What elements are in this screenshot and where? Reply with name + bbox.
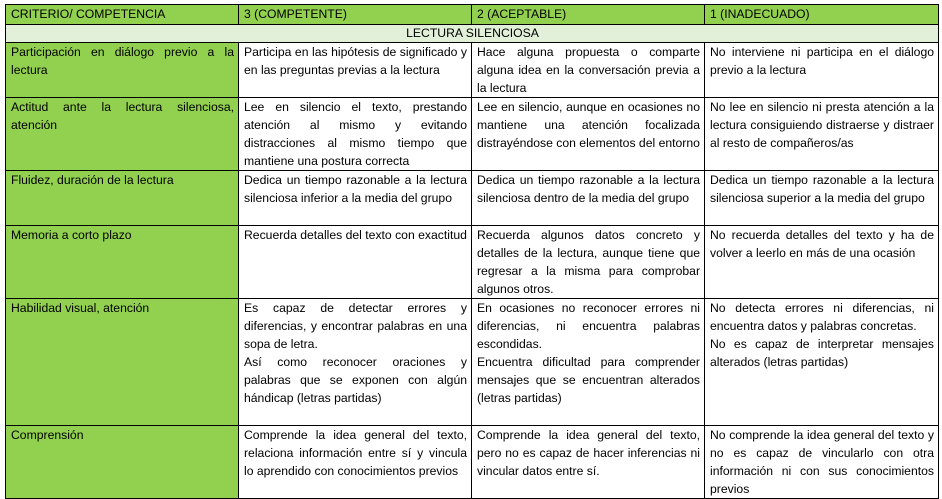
table-row — [6, 226, 939, 299]
level-1-cell: Dedica un tiempo razonable a la lectura silenciosa superior a la media del grupo — [705, 171, 939, 226]
table-row — [6, 171, 939, 226]
level-2-paragraph: Encuentra dificultad para comprender mensajes que se encuentran alterados (letras partidas) — [477, 355, 700, 405]
section-title: LECTURA SILENCIOSA — [6, 25, 939, 43]
level-3-cell: Lee en silencio el texto, prestando atención al mismo y evitando distracciones al mismo tiempo que mantiene una postura correcta — [239, 98, 472, 171]
level-1-cell: No interviene ni participa en el diálogo previo a la lectura — [705, 43, 939, 98]
level-2-cell: Lee en silencio, aunque en ocasiones no mantiene una atención focalizada distrayéndose con elementos del entorno — [472, 98, 705, 171]
table-row — [6, 98, 939, 171]
table-row — [6, 43, 939, 98]
header-level-2: 2 (ACEPTABLE) — [472, 5, 705, 25]
criterion-cell: Comprensión — [6, 426, 239, 499]
criterion-cell: Actitud ante la lectura silenciosa, atención — [6, 98, 239, 171]
level-3-cell: Dedica un tiempo razonable a la lectura silenciosa inferior a la media del grupo — [239, 171, 472, 226]
criterion-cell: Fluidez, duración de la lectura — [6, 171, 239, 226]
level-3-cell — [239, 299, 472, 426]
criterion-cell: Habilidad visual, atención — [6, 299, 239, 426]
level-2-cell: Comprende la idea general del texto, pero no es capaz de hacer inferencias ni vincular datos entre sí. — [472, 426, 705, 499]
header-level-3: 3 (COMPETENTE) — [239, 5, 472, 25]
level-1-cell: No lee en silencio ni presta atención a la lectura consiguiendo distraerse y distraer al resto de compañeros/as — [705, 98, 939, 171]
level-1-cell — [705, 299, 939, 426]
level-2-cell: Recuerda algunos datos concreto y detalles de la lectura, aunque tiene que regresar a la misma para comprobar algunos otros. — [472, 226, 705, 299]
rubric-container — [5, 4, 939, 499]
criterion-cell: Memoria a corto plazo — [6, 226, 239, 299]
level-2-paragraph: En ocasiones no reconocer errores ni diferencias, ni encuentra palabras escondidas. — [477, 301, 700, 351]
criterion-cell: Participación en diálogo previo a la lectura — [6, 43, 239, 98]
rubric-table — [5, 4, 939, 499]
level-2-cell: Hace alguna propuesta o comparte alguna idea en la conversación previa a la lectura — [472, 43, 705, 98]
level-3-cell: Recuerda detalles del texto con exactitud — [239, 226, 472, 299]
level-3-paragraph: Es capaz de detectar errores y diferencias, y encontrar palabras en una sopa de letra. — [244, 301, 467, 351]
level-3-paragraph: Así como reconocer oraciones y palabras que se exponen con algún hándicap (letras partidas) — [244, 355, 467, 405]
level-2-cell — [472, 299, 705, 426]
level-1-cell: No comprende la idea general del texto y no es capaz de vincularlo con otra información ni con sus conocimientos previos — [705, 426, 939, 499]
table-row — [6, 299, 939, 426]
section-row — [6, 25, 939, 43]
header-level-1: 1 (INADECUADO) — [705, 5, 939, 25]
level-1-cell: No recuerda detalles del texto y ha de volver a leerlo en más de una ocasión — [705, 226, 939, 299]
level-3-cell: Comprende la idea general del texto, relaciona información entre sí y vincula lo aprendido con conocimientos previos — [239, 426, 472, 499]
level-1-paragraph: No es capaz de interpretar mensajes alterados (letras partidas) — [710, 337, 934, 369]
table-row — [6, 426, 939, 499]
level-1-paragraph: No detecta errores ni diferencias, ni encuentra datos y palabras concretas. — [710, 301, 934, 333]
level-2-cell: Dedica un tiempo razonable a la lectura silenciosa dentro de la media del grupo — [472, 171, 705, 226]
level-3-cell: Participa en las hipótesis de significado y en las preguntas previas a la lectura — [239, 43, 472, 98]
header-row — [6, 5, 939, 25]
header-criterion: CRITERIO/ COMPETENCIA — [6, 5, 239, 25]
